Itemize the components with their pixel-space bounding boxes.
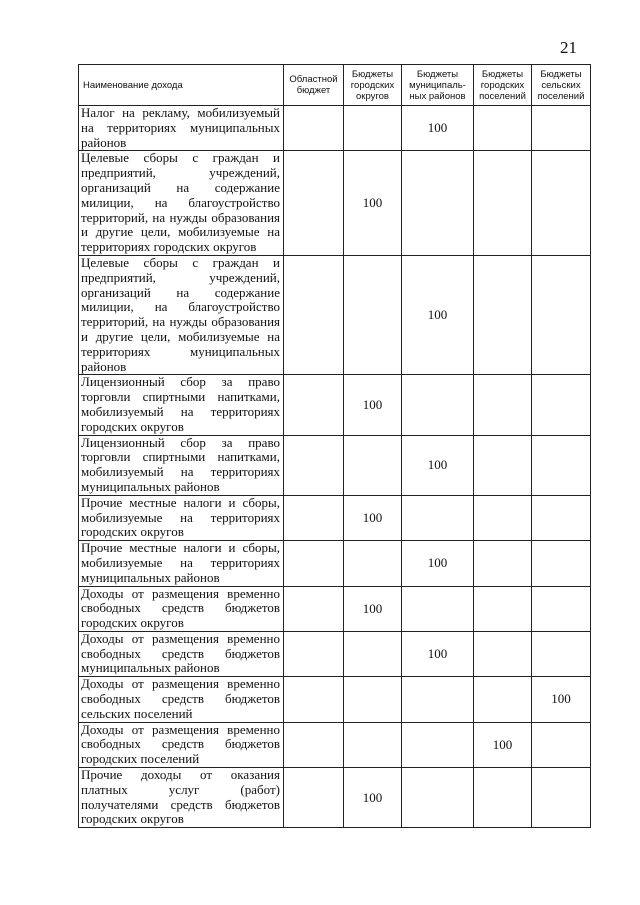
regional-budget-cell	[284, 375, 344, 435]
table-row	[79, 586, 591, 631]
table-row	[79, 631, 591, 676]
city-district-cell	[344, 255, 402, 374]
table-row	[79, 375, 591, 435]
city-district-cell: 100	[344, 375, 402, 435]
regional-budget-cell	[284, 495, 344, 540]
table-row	[79, 768, 591, 828]
municipal-district-cell	[402, 722, 474, 767]
revenue-name-cell: Доходы от размещения временно свободных средств бюджетов сельских поселений	[79, 677, 284, 722]
table-row	[79, 151, 591, 256]
municipal-district-cell	[402, 495, 474, 540]
urban-settlement-cell	[474, 586, 532, 631]
header-revenue-name: Наименование дохода	[79, 65, 284, 106]
header-city-district-budgets: Бюджеты городских округов	[344, 65, 402, 106]
city-district-cell	[344, 631, 402, 676]
revenue-name-cell: Лицензионный сбор за право торговли спиртными напитками, мобилизуемый на территориях муниципальных районов	[79, 435, 284, 495]
table-row	[79, 495, 591, 540]
rural-settlement-cell	[532, 435, 591, 495]
municipal-district-cell: 100	[402, 106, 474, 151]
regional-budget-cell	[284, 722, 344, 767]
revenue-name-cell: Целевые сборы с граждан и предприятий, учреждений, организаций на содержание милиции, на благоустройство территорий, на нужды образования и другие цели, мобилизуемые на территориях городских округов	[79, 151, 284, 256]
page-number: 21	[560, 38, 577, 57]
table-row	[79, 677, 591, 722]
municipal-district-cell: 100	[402, 631, 474, 676]
city-district-cell	[344, 435, 402, 495]
rural-settlement-cell	[532, 151, 591, 256]
city-district-cell: 100	[344, 495, 402, 540]
revenue-name-cell: Доходы от размещения временно свободных средств бюджетов городских округов	[79, 586, 284, 631]
urban-settlement-cell	[474, 677, 532, 722]
urban-settlement-cell	[474, 768, 532, 828]
header-urban-settlement-budgets: Бюджеты городских поселений	[474, 65, 532, 106]
revenue-name-cell: Налог на рекламу, мобилизуемый на территориях муниципальных районов	[79, 106, 284, 151]
regional-budget-cell	[284, 631, 344, 676]
municipal-district-cell	[402, 151, 474, 256]
rural-settlement-cell: 100	[532, 677, 591, 722]
rural-settlement-cell	[532, 541, 591, 586]
municipal-district-cell	[402, 677, 474, 722]
urban-settlement-cell	[474, 151, 532, 256]
urban-settlement-cell	[474, 375, 532, 435]
city-district-cell	[344, 722, 402, 767]
rural-settlement-cell	[532, 631, 591, 676]
city-district-cell: 100	[344, 586, 402, 631]
municipal-district-cell	[402, 375, 474, 435]
header-rural-settlement-budgets: Бюджеты сельских поселений	[532, 65, 591, 106]
table-row	[79, 255, 591, 374]
regional-budget-cell	[284, 106, 344, 151]
header-regional-budget: Областной бюджет	[284, 65, 344, 106]
rural-settlement-cell	[532, 768, 591, 828]
revenue-name-cell: Доходы от размещения временно свободных средств бюджетов городских поселений	[79, 722, 284, 767]
municipal-district-cell: 100	[402, 541, 474, 586]
municipal-district-cell: 100	[402, 255, 474, 374]
revenue-name-cell: Прочие местные налоги и сборы, мобилизуемые на территориях муниципальных районов	[79, 541, 284, 586]
regional-budget-cell	[284, 677, 344, 722]
table-row	[79, 106, 591, 151]
revenue-name-cell: Прочие доходы от оказания платных услуг (работ) получателями средств бюджетов городских округов	[79, 768, 284, 828]
regional-budget-cell	[284, 768, 344, 828]
revenue-name-cell: Целевые сборы с граждан и предприятий, учреждений, организаций на содержание милиции, на благоустройство территорий, на нужды образования и другие цели, мобилизуемые на территориях муниципальных районов	[79, 255, 284, 374]
table-row	[79, 722, 591, 767]
rural-settlement-cell	[532, 722, 591, 767]
revenue-name-cell: Доходы от размещения временно свободных средств бюджетов муниципальных районов	[79, 631, 284, 676]
municipal-district-cell	[402, 768, 474, 828]
header-municipal-district-budgets: Бюджеты муниципаль-ных районов	[402, 65, 474, 106]
revenue-name-cell: Прочие местные налоги и сборы, мобилизуемые на территориях городских округов	[79, 495, 284, 540]
city-district-cell: 100	[344, 768, 402, 828]
regional-budget-cell	[284, 255, 344, 374]
regional-budget-cell	[284, 541, 344, 586]
urban-settlement-cell	[474, 541, 532, 586]
city-district-cell	[344, 541, 402, 586]
city-district-cell	[344, 106, 402, 151]
urban-settlement-cell	[474, 435, 532, 495]
revenue-name-cell: Лицензионный сбор за право торговли спиртными напитками, мобилизуемый на территориях городских округов	[79, 375, 284, 435]
municipal-district-cell	[402, 586, 474, 631]
urban-settlement-cell: 100	[474, 722, 532, 767]
rural-settlement-cell	[532, 106, 591, 151]
rural-settlement-cell	[532, 255, 591, 374]
city-district-cell	[344, 677, 402, 722]
urban-settlement-cell	[474, 106, 532, 151]
regional-budget-cell	[284, 435, 344, 495]
regional-budget-cell	[284, 586, 344, 631]
urban-settlement-cell	[474, 255, 532, 374]
rural-settlement-cell	[532, 586, 591, 631]
city-district-cell: 100	[344, 151, 402, 256]
rural-settlement-cell	[532, 375, 591, 435]
table-header-row	[79, 65, 591, 106]
urban-settlement-cell	[474, 631, 532, 676]
table-row	[79, 541, 591, 586]
table-row	[79, 435, 591, 495]
regional-budget-cell	[284, 151, 344, 256]
rural-settlement-cell	[532, 495, 591, 540]
revenue-distribution-table	[78, 64, 591, 828]
municipal-district-cell: 100	[402, 435, 474, 495]
urban-settlement-cell	[474, 495, 532, 540]
